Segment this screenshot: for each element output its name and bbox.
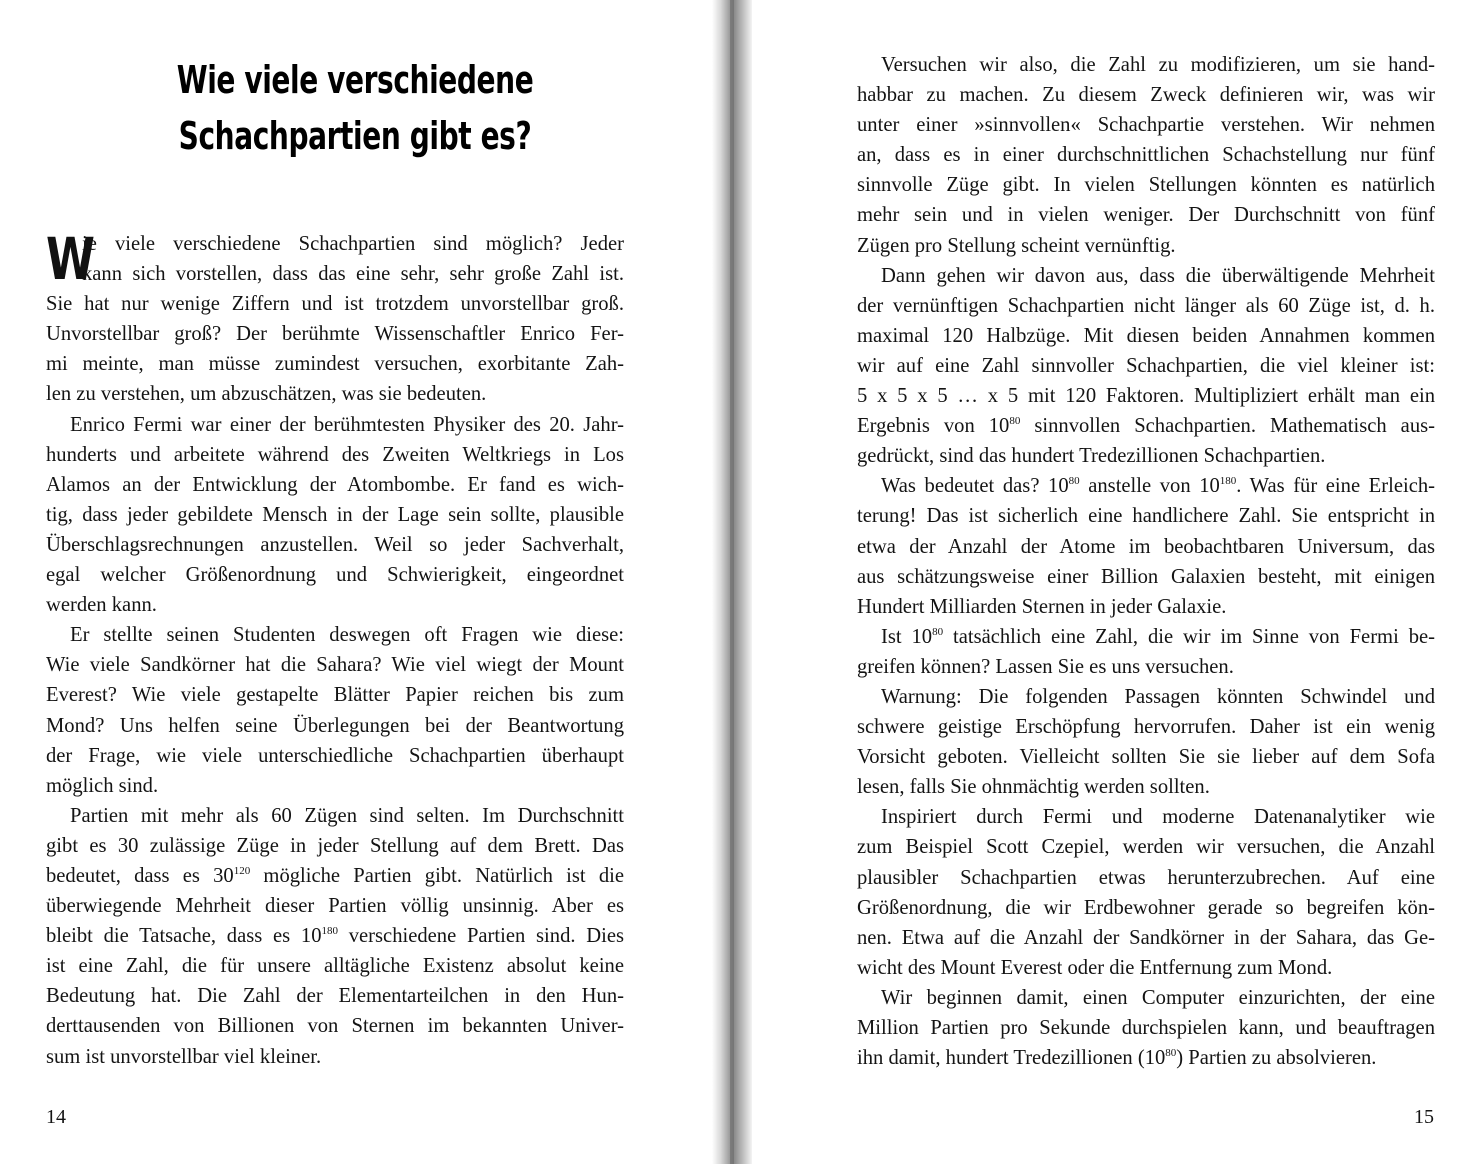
- superscript-exponent: 80: [1009, 415, 1021, 428]
- text-line: Vorsicht geboten. Vielleicht sollten Sie sie lieber auf dem Sofa: [857, 746, 1435, 769]
- text-line: mi meinte, man müsse zumindest versuchen, exorbitante Zah-: [46, 353, 624, 376]
- text-line: 5 x 5 x 5 … x 5 mit 120 Faktoren. Multipliziert erhält man ein: [857, 385, 1435, 408]
- text-line: tig, dass jeder gebildete Mensch in der Lage sein sollte, plausible: [46, 503, 624, 526]
- text-line: Sie hat nur wenige Ziffern und ist trotzdem unvorstellbar groß.: [46, 293, 624, 316]
- text-line: gibt es 30 zulässige Züge in jeder Stellung auf dem Brett. Das: [46, 834, 624, 857]
- text-line: maximal 120 Halbzüge. Mit diesen beiden Annahmen kommen: [857, 324, 1435, 347]
- text-fragment: Was bedeutet das? 10: [881, 475, 1069, 498]
- text-line: sinnvolle Züge gibt. In vielen Stellungen könnten es natürlich: [857, 174, 1435, 197]
- text-fragment: bleibt die Tatsache, dass es 10: [46, 925, 322, 948]
- text-line: Versuchen wir also, die Zahl zu modifizieren, um sie hand-: [881, 54, 1435, 76]
- text-line: len zu verstehen, um abzuschätzen, was sie bedeuten.: [46, 383, 487, 406]
- text-line: gedrückt, sind das hundert Tredezillionen Schachpartien.: [857, 445, 1326, 468]
- text-fragment: ) Partien zu absolvieren.: [1176, 1047, 1377, 1070]
- text-line: Wie viele Sandkörner hat die Sahara? Wie viel wiegt der Mount: [46, 654, 624, 677]
- text-line: lesen, falls Sie ohnmächtig werden sollten.: [857, 776, 1210, 799]
- text-fragment: . Was für eine Erleich-: [1236, 475, 1435, 498]
- text-line: hunderts und arbeitete während des Zweiten Weltkriegs in Los: [46, 443, 624, 466]
- superscript-exponent: 80: [932, 625, 944, 638]
- text-fragment: tatsächlich eine Zahl, die wir im Sinne von Fermi be-: [943, 625, 1435, 648]
- text-line: Wir beginnen damit, einen Computer einzurichten, der eine: [881, 986, 1435, 1009]
- text-line: möglich sind.: [46, 774, 159, 797]
- page-number-left: 14: [46, 1106, 66, 1128]
- text-line: mehr sein und in vielen weniger. Der Durchschnitt von fünf: [857, 204, 1435, 227]
- text-line: Inspiriert durch Fermi und moderne Datenanalytiker wie: [881, 806, 1435, 829]
- text-line: [46, 861, 624, 891]
- text-line: überwiegende Mehrheit dieser Partien völlig unsinnig. Aber es: [46, 895, 624, 918]
- text-line: ist eine Zahl, die für unsere alltägliche Existenz absolut keine: [46, 955, 624, 978]
- text-line: Zügen pro Stellung scheint vernünftig.: [857, 234, 1176, 257]
- text-line: zum Beispiel Scott Czepiel, werden wir versuchen, die Anzahl: [857, 836, 1435, 859]
- text-line: etwa der Anzahl der Atome im beobachtbaren Universum, das: [857, 535, 1435, 558]
- text-fragment: Ist 10: [881, 625, 933, 648]
- text-line: Partien mit mehr als 60 Zügen sind selten. Im Durchschnitt: [70, 804, 624, 827]
- text-line: habbar zu machen. Zu diesem Zweck definieren wir, was wir: [857, 84, 1435, 107]
- right-body-text: [857, 50, 1435, 1073]
- text-fragment: bedeutet, dass es 30: [46, 864, 234, 887]
- chapter-title-line: Wie viele verschiedene: [176, 58, 534, 102]
- text-line: nen. Etwa auf die Anzahl der Sandkörner in der Sahara, das Ge-: [857, 926, 1435, 949]
- page-number-right: 15: [1414, 1106, 1434, 1128]
- book-spine: [712, 0, 752, 1164]
- text-fragment: anstelle von 10: [1079, 475, 1220, 498]
- chapter-title: [64, 52, 646, 164]
- drop-cap: W: [46, 225, 95, 293]
- text-line: Enrico Fermi war einer der berühmtesten Physiker des 20. Jahr-: [70, 413, 624, 436]
- text-line: schwere geistige Erschöpfung hervorrufen. Daher ist ein wenig: [857, 716, 1435, 739]
- text-line: [857, 411, 1435, 441]
- text-line: wicht des Mount Everest oder die Entfernung zum Mond.: [857, 956, 1333, 979]
- text-fragment: mögliche Partien gibt. Natürlich ist die: [250, 864, 624, 887]
- left-page: [0, 0, 710, 1164]
- text-line: Hundert Milliarden Sternen in jeder Galaxie.: [857, 595, 1227, 618]
- text-line: unter einer »sinnvollen« Schachpartie verstehen. Wir nehmen: [857, 114, 1435, 137]
- text-line: Mond? Uns helfen seine Überlegungen bei der Beantwortung: [46, 714, 624, 737]
- text-line: derttausenden von Billionen von Sternen im bekannten Univer-: [46, 1015, 624, 1038]
- text-line: Unvorstellbar groß? Der berühmte Wissenschaftler Enrico Fer-: [46, 323, 624, 346]
- superscript-exponent: 80: [1165, 1047, 1177, 1060]
- text-fragment: Ergebnis von 10: [857, 415, 1010, 438]
- superscript-exponent: 180: [1219, 475, 1237, 488]
- text-line: Überschlagsrechnungen anzustellen. Weil so jeder Sachverhalt,: [46, 533, 624, 556]
- text-line: aus schätzungsweise einer Billion Galaxien besteht, mit einigen: [857, 565, 1435, 588]
- text-line: der Frage, wie viele unterschiedliche Schachpartien überhaupt: [46, 744, 624, 767]
- text-line: [857, 622, 1435, 652]
- text-fragment: ihn damit, hundert Tredezillionen (10: [857, 1047, 1166, 1070]
- text-line: egal welcher Größenordnung und Schwierigkeit, eingeordnet: [46, 564, 624, 587]
- text-line: [857, 471, 1435, 501]
- text-line: Größenordnung, die wir Erdbewohner gerade so begreifen kön-: [857, 896, 1435, 919]
- text-line: plausibler Schachpartien etwas herunterzubrechen. Auf eine: [857, 866, 1435, 889]
- text-fragment: verschiedene Partien sind. Dies: [338, 925, 625, 948]
- text-line: terung! Das ist sicherlich eine handlichere Zahl. Sie entspricht in: [857, 505, 1435, 528]
- text-line: werden kann.: [46, 594, 157, 617]
- left-body-text: [46, 225, 625, 1072]
- text-fragment: sinnvollen Schachpartien. Mathematisch aus-: [1020, 415, 1435, 438]
- superscript-exponent: 180: [321, 925, 338, 938]
- text-line: Warnung: Die folgenden Passagen könnten Schwindel und: [881, 685, 1435, 708]
- chapter-title-line: Schachpartien gibt es?: [178, 114, 532, 158]
- text-line: Everest? Wie viele gestapelte Blätter Papier reichen bis zum: [46, 684, 624, 707]
- text-line: greifen können? Lassen Sie es uns versuchen.: [857, 655, 1234, 678]
- superscript-exponent: 80: [1068, 475, 1080, 488]
- text-line: Million Partien pro Sekunde durchspielen kann, und beauftragen: [857, 1017, 1435, 1039]
- text-line: Bedeutung hat. Die Zahl der Elementarteilchen in den Hun-: [46, 985, 624, 1008]
- text-line: [857, 1043, 1435, 1073]
- text-line: wir auf eine Zahl sinnvoller Schachpartien, die viel kleiner ist:: [857, 354, 1435, 377]
- text-line: an, dass es in einer durchschnittlichen Schachstellung nur fünf: [857, 144, 1435, 167]
- text-line: ie viele verschiedene Schachpartien sind möglich? Jeder: [82, 233, 624, 255]
- text-line: kann sich vorstellen, dass das eine sehr, sehr große Zahl ist.: [82, 263, 624, 286]
- superscript-exponent: 120: [233, 864, 251, 877]
- text-line: Er stellte seinen Studenten deswegen oft Fragen wie diese:: [70, 624, 624, 647]
- text-line: Dann gehen wir davon aus, dass die überwältigende Mehrheit: [881, 264, 1435, 287]
- text-line: sum ist unvorstellbar viel kleiner.: [46, 1045, 322, 1068]
- text-line: der vernünftigen Schachpartien nicht länger als 60 Züge ist, d. h.: [857, 294, 1435, 317]
- text-line: Alamos an der Entwicklung der Atombombe. Er fand es wich-: [46, 473, 624, 496]
- text-line: [46, 921, 624, 951]
